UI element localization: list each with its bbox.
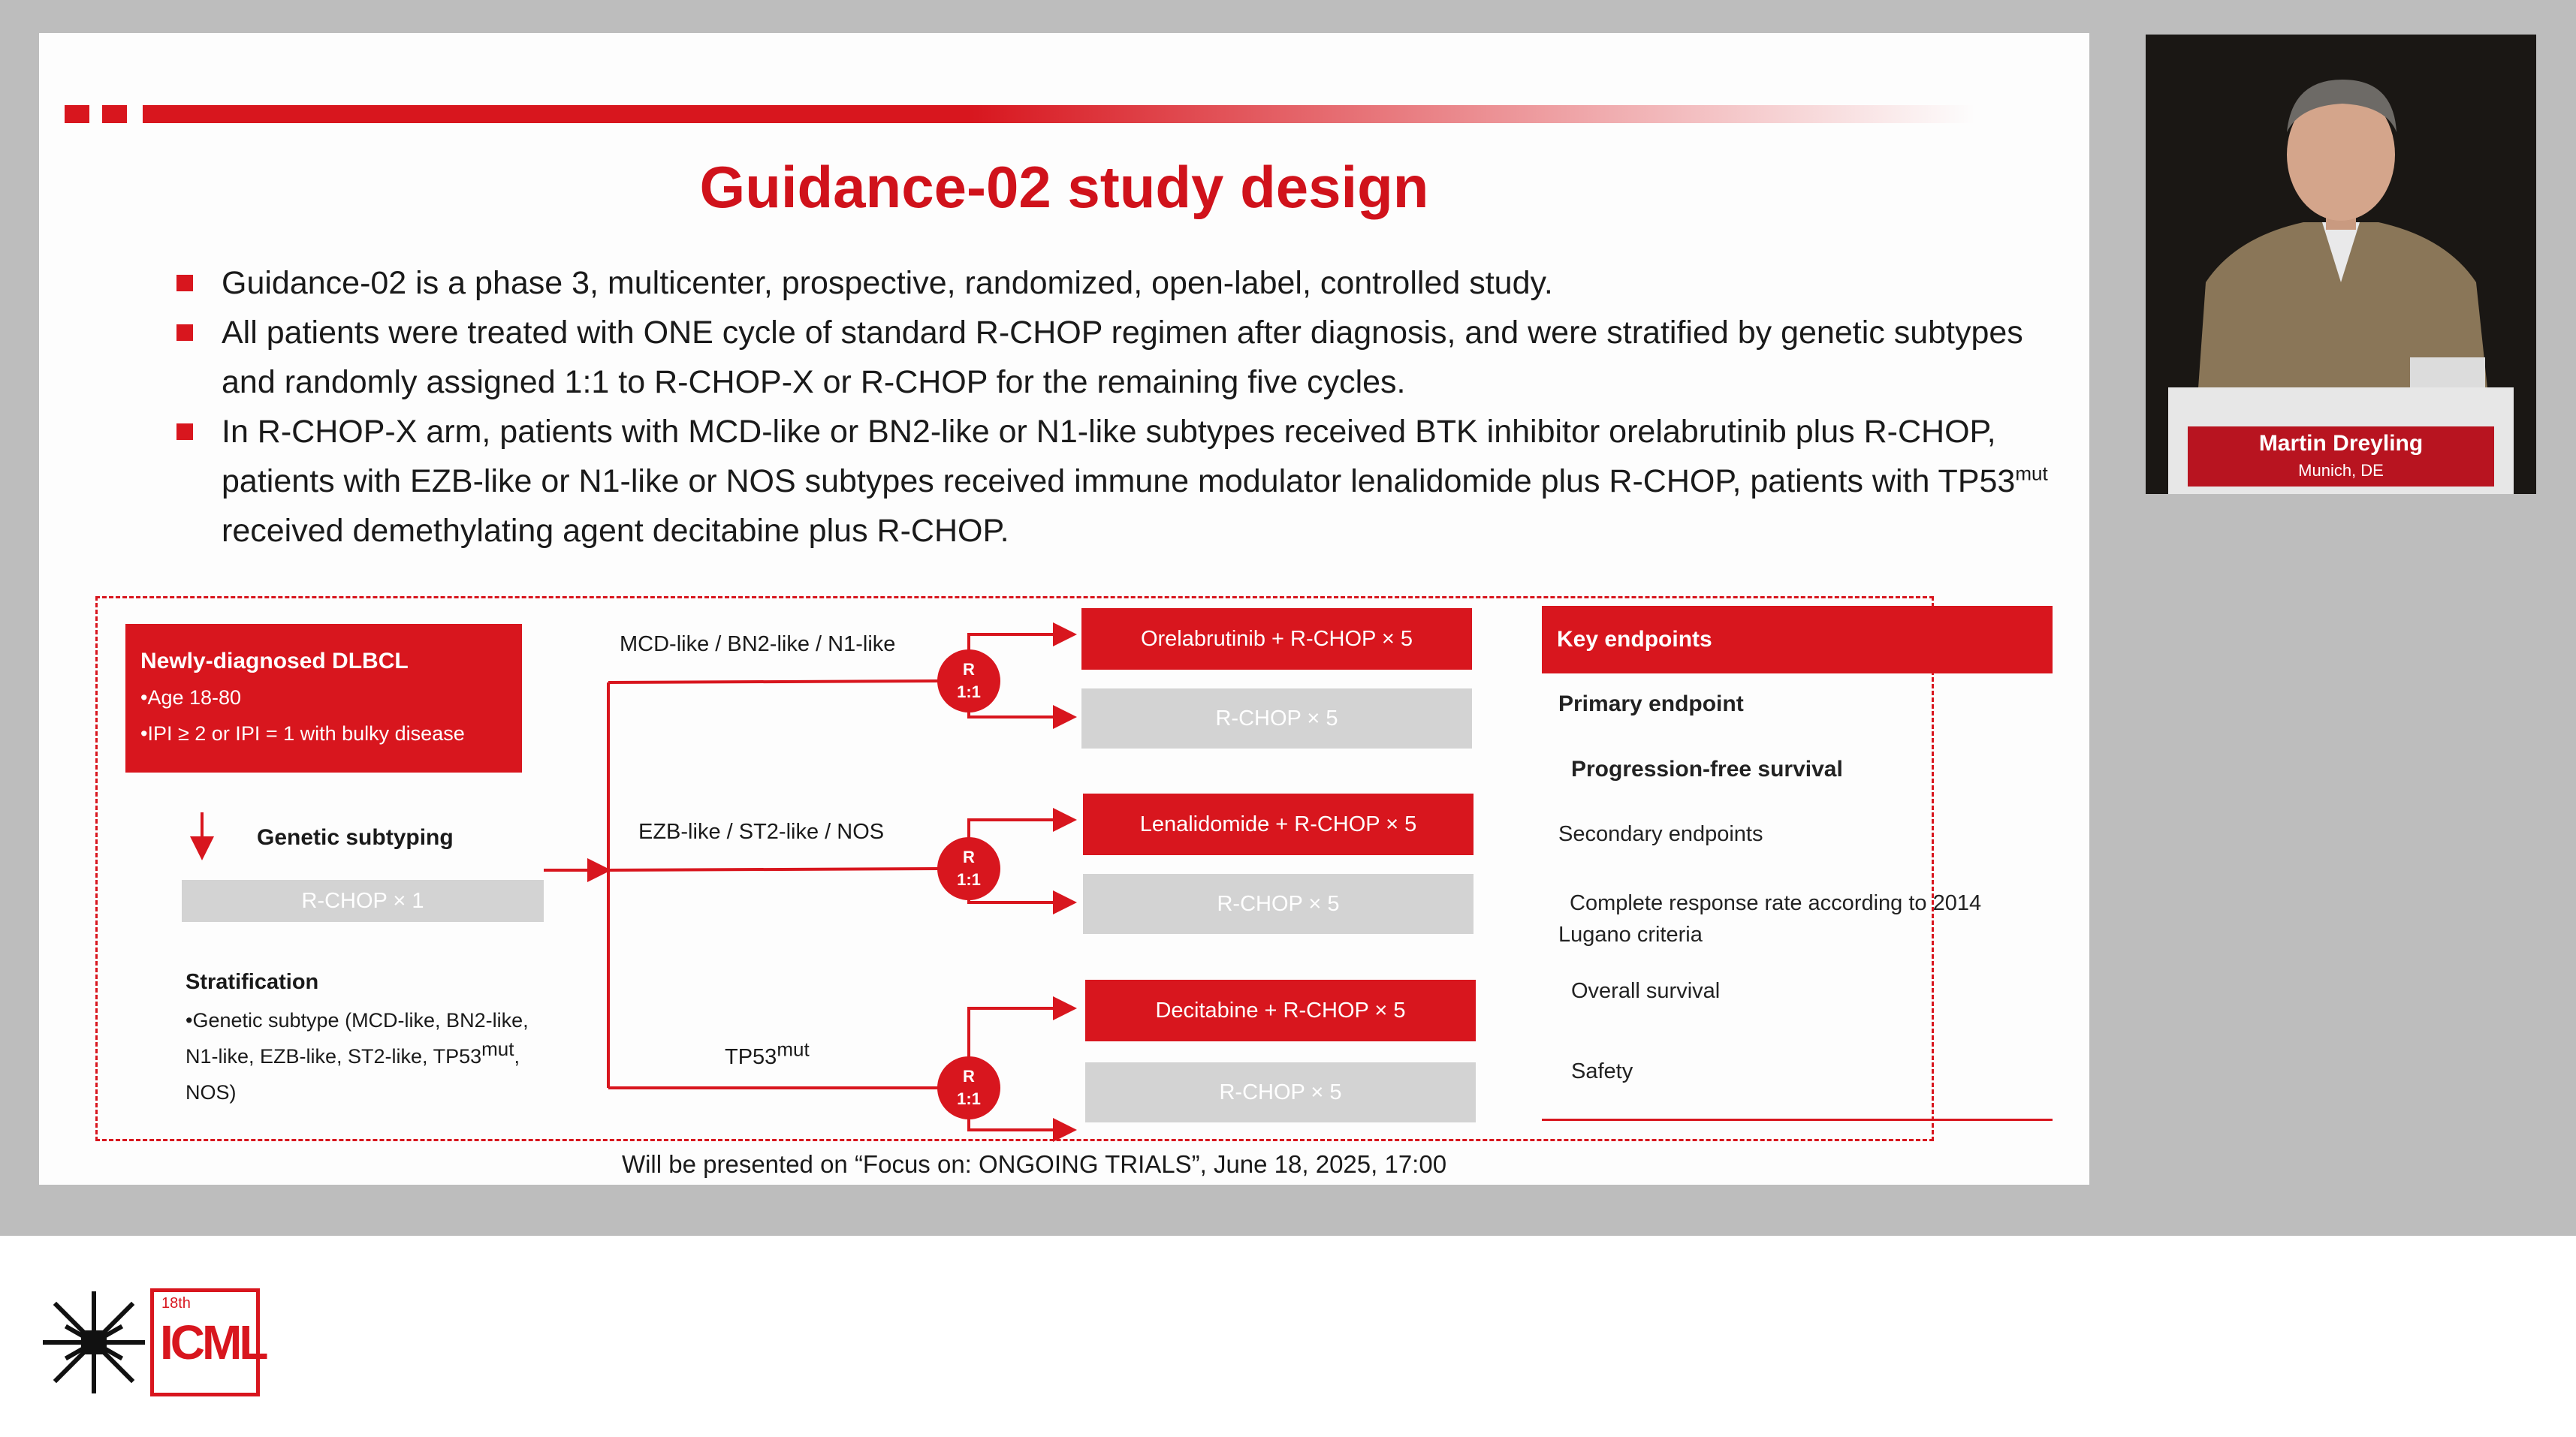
stratification-title: Stratification [186, 970, 319, 994]
endpoints-underline [1542, 1119, 2053, 1121]
bullet-list [135, 258, 2058, 556]
title-accent-bar [143, 105, 1975, 123]
bullet-square-icon [176, 275, 193, 291]
title-accent-square [65, 105, 89, 123]
experimental-arm-box: Lenalidomide + R-CHOP × 5 [1083, 794, 1474, 855]
bullet-text: All patients were treated with ONE cycle of standard R-CHOP regimen after diagnosis, and were stratified by genetic subtypes and randomly assigned 1:1 to R-CHOP-X or R-CHOP for the remaining five cycles. [222, 315, 2023, 400]
randomization-circle: R 1:1 [937, 837, 1000, 900]
icml-edition: 18th [161, 1295, 191, 1312]
footer-bar [0, 1236, 2576, 1437]
secondary-endpoint-item: Safety [1571, 1059, 1633, 1083]
bullet-text: In R-CHOP-X arm, patients with MCD-like or BN2-like or N1-like subtypes received BTK inhibitor orelabrutinib plus R-CHOP, patients with EZB-like or N1-like or NOS subtypes received immune modulator lenalidomide plus R-CHOP, patients with $TP53^{mut}$ received demethylating agent decitabine plus R-CHOP. [222, 414, 2048, 549]
arm-group-label: EZB-like / ST2-like / NOS [638, 820, 885, 844]
bullet-text: Guidance-02 is a phase 3, multicenter, prospective, randomized, open-label, controlled study. [222, 265, 1553, 301]
control-arm-box: R-CHOP × 5 [1081, 688, 1472, 749]
experimental-arm-box: Orelabrutinib + R-CHOP × 5 [1081, 608, 1472, 670]
speaker-video [2146, 35, 2536, 494]
icml-logo-box [150, 1288, 266, 1396]
induction-box: R-CHOP × 1 [182, 880, 544, 922]
primary-endpoint-item: Progression-free survival [1571, 757, 1843, 782]
bullet-square-icon [176, 423, 193, 440]
secondary-endpoint-item: Overall survival [1571, 979, 1721, 1003]
title-accent-square [102, 105, 127, 123]
patient-population-box [125, 624, 522, 773]
control-arm-box: R-CHOP × 5 [1085, 1062, 1476, 1122]
primary-endpoint-label: Primary endpoint [1558, 691, 1744, 716]
arm-group-label: $TP53^{mut}$ [725, 1038, 810, 1069]
bullet-item [135, 407, 2058, 556]
patient-population-title: Newly-diagnosed DLBCL [140, 649, 409, 673]
control-arm-box: R-CHOP × 5 [1083, 874, 1474, 934]
icml-cell-logo-icon [38, 1290, 150, 1395]
randomization-circle: R 1:1 [937, 649, 1000, 712]
experimental-arm-box: Decitabine + R-CHOP × 5 [1085, 980, 1476, 1041]
speaker-location: Munich, DE [2298, 461, 2384, 480]
speaker-name: Martin Dreyling [2258, 431, 2424, 456]
study-design-diagram [95, 596, 1982, 1141]
key-endpoints-header: Key endpoints [1542, 606, 2053, 673]
secondary-endpoints-label: Secondary endpoints [1558, 822, 1763, 846]
bullet-item [135, 308, 2058, 407]
slide-title: Guidance-02 study design [699, 154, 1429, 220]
arm-group-label: MCD-like / BN2-like / N1-like [620, 632, 896, 656]
inclusion-criterion: •IPI ≥ 2 or IPI = 1 with bulky disease [140, 722, 465, 745]
stratification-text: •Genetic subtype (MCD-like, BN2-like, N1-like, EZB-like, ST2-like, $TP53^{mut}$, NOS) [186, 1009, 529, 1104]
speaker-silhouette [2146, 35, 2536, 494]
bullet-item [135, 258, 2058, 308]
genetic-subtyping-label: Genetic subtyping [257, 825, 454, 850]
secondary-endpoint-item: Complete response rate according to 2014 Lugano criteria [1558, 891, 1982, 947]
presentation-slide [39, 33, 2089, 1185]
randomization-circle: R 1:1 [937, 1056, 1000, 1119]
bullet-square-icon [176, 324, 193, 341]
icml-logo-text: ICML [160, 1315, 266, 1369]
slide-footnote: Will be presented on “Focus on: ONGOING TRIALS”, June 18, 2025, 17:00 [621, 1150, 1447, 1178]
inclusion-criterion: •Age 18-80 [140, 686, 242, 709]
